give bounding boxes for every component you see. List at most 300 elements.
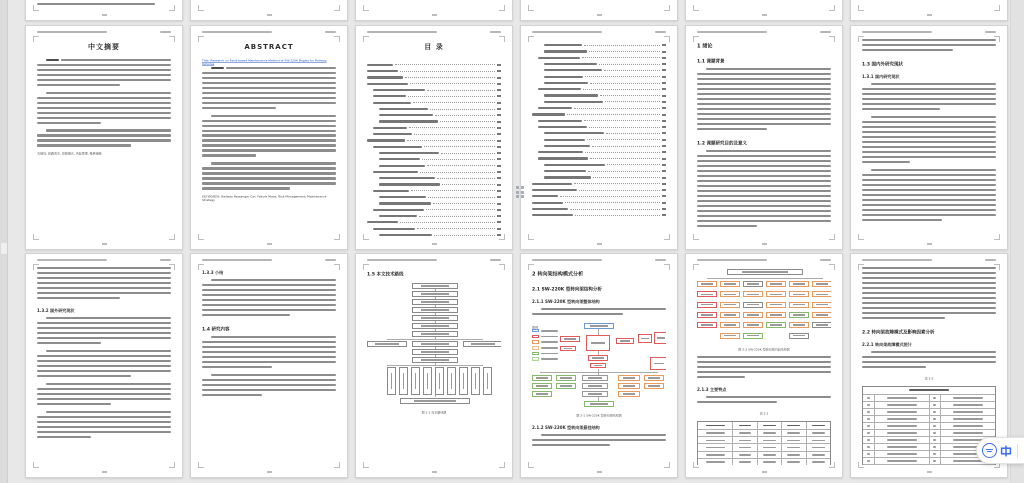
toc-leader-dots bbox=[574, 108, 660, 109]
toc-leader-dots bbox=[405, 77, 495, 78]
section-heading: 1.3.3 小结 bbox=[202, 270, 224, 276]
toc-leader-dots bbox=[606, 133, 660, 134]
translate-logo-icon[interactable] bbox=[982, 443, 997, 458]
flow-box bbox=[697, 322, 717, 328]
flow-box bbox=[532, 375, 552, 381]
flow-box-label-bar bbox=[701, 294, 712, 296]
text-line bbox=[202, 87, 336, 89]
toc-row[interactable] bbox=[367, 231, 501, 237]
paragraph bbox=[532, 434, 666, 449]
cell-text-bar bbox=[867, 453, 870, 455]
table-cell bbox=[806, 459, 830, 465]
cell-text-bar bbox=[763, 425, 776, 427]
text-line bbox=[202, 82, 336, 84]
figure-caption bbox=[862, 376, 996, 382]
text-line bbox=[37, 342, 101, 344]
text-line bbox=[697, 103, 831, 105]
page-header bbox=[532, 31, 666, 33]
toc-leader-dots bbox=[427, 165, 495, 166]
page-title: 中文摘要 bbox=[88, 43, 120, 51]
page-number bbox=[597, 14, 602, 16]
toc-page-number bbox=[497, 228, 501, 230]
connector-line bbox=[435, 297, 436, 299]
flow-box bbox=[584, 401, 614, 407]
text-line bbox=[697, 175, 831, 177]
flow-box-label-bar bbox=[487, 373, 489, 389]
flow-box-label-bar bbox=[793, 314, 804, 316]
page-partial-1[interactable] bbox=[25, 0, 183, 21]
text-line bbox=[202, 294, 336, 296]
page-abstract-en[interactable] bbox=[190, 25, 348, 250]
text-line bbox=[202, 144, 336, 146]
flow-box-label-bar bbox=[421, 301, 448, 303]
flow-box bbox=[532, 391, 552, 397]
text-line bbox=[697, 128, 767, 130]
header-label-bar bbox=[160, 31, 171, 33]
text-line bbox=[202, 384, 336, 386]
page-summary-and-content[interactable] bbox=[190, 253, 348, 478]
toc-entry-bar bbox=[544, 82, 588, 84]
toc-page-number bbox=[662, 139, 666, 141]
text-line bbox=[37, 403, 111, 405]
toc-page-number bbox=[662, 88, 666, 90]
text-line bbox=[532, 444, 610, 446]
table-cell bbox=[940, 423, 995, 429]
flow-box-label-bar bbox=[415, 373, 417, 389]
page-research-status-intl[interactable] bbox=[25, 253, 183, 478]
flow-box bbox=[590, 363, 606, 368]
table-row bbox=[863, 387, 995, 394]
text-line bbox=[697, 190, 831, 192]
toc-row[interactable] bbox=[532, 211, 666, 217]
table-row bbox=[863, 464, 995, 465]
connector-line bbox=[387, 339, 483, 340]
toc-page-number bbox=[662, 208, 666, 210]
toc-page-number bbox=[662, 214, 666, 216]
toc-page-number bbox=[497, 146, 501, 148]
toc-page-number bbox=[497, 83, 501, 85]
page-bogie-structure[interactable] bbox=[520, 253, 678, 478]
page-number bbox=[102, 14, 107, 16]
toc-list bbox=[367, 61, 501, 237]
toc-page-number bbox=[497, 64, 501, 66]
cell-text-bar bbox=[953, 460, 983, 462]
page-partial-2[interactable] bbox=[190, 0, 348, 21]
toc-page-number bbox=[497, 140, 501, 142]
toc-page-number bbox=[497, 177, 501, 179]
table-cell bbox=[732, 459, 756, 465]
page-content bbox=[697, 267, 831, 465]
flow-box bbox=[399, 367, 408, 395]
figure-tech-route bbox=[367, 283, 501, 406]
header-label-bar bbox=[655, 31, 666, 33]
flow-box-label-bar bbox=[414, 400, 456, 402]
toc-entry-bar bbox=[544, 164, 605, 166]
flow-box-label-bar bbox=[421, 309, 448, 311]
text-line bbox=[202, 361, 336, 363]
flow-box bbox=[411, 367, 420, 395]
cell-text-bar bbox=[706, 447, 725, 449]
page-partial-5[interactable] bbox=[685, 0, 843, 21]
flow-box bbox=[435, 367, 444, 395]
paragraph bbox=[697, 68, 831, 133]
table-cell bbox=[732, 437, 756, 443]
flow-box-label-bar bbox=[793, 283, 804, 285]
text-line bbox=[202, 139, 336, 141]
toc-page-number bbox=[497, 108, 501, 110]
paragraph bbox=[697, 396, 831, 406]
page-toc-2[interactable] bbox=[520, 25, 678, 250]
toc-page-number bbox=[497, 152, 501, 154]
connector-line bbox=[435, 289, 436, 291]
text-line bbox=[871, 169, 996, 171]
toc-entry-bar bbox=[544, 94, 598, 96]
page-partial-3[interactable] bbox=[355, 0, 513, 21]
flow-box-label-bar bbox=[463, 373, 465, 389]
text-line bbox=[862, 297, 996, 299]
section-heading: 1.2 课题研究目的及意义 bbox=[697, 140, 748, 146]
handle-dot bbox=[521, 191, 524, 194]
toc-entry-bar bbox=[379, 165, 425, 167]
table-cell bbox=[757, 459, 781, 465]
text-line bbox=[697, 170, 831, 172]
legend-label-bar bbox=[541, 358, 558, 360]
page-content bbox=[367, 267, 501, 465]
scrollbar-track[interactable] bbox=[1010, 0, 1024, 483]
section-heading: 2.1 SW-220K 型转向架结构分析 bbox=[532, 286, 602, 292]
flow-box bbox=[697, 291, 717, 297]
page-number bbox=[432, 471, 437, 473]
text-line bbox=[697, 165, 831, 167]
cell-text-bar bbox=[787, 461, 800, 463]
text-line bbox=[202, 346, 336, 348]
table-cell bbox=[863, 409, 874, 415]
flow-box-label-bar bbox=[475, 373, 477, 389]
cell-text-bar bbox=[787, 447, 800, 449]
legend-swatch bbox=[532, 357, 539, 361]
text-line bbox=[202, 284, 336, 286]
flow-box bbox=[812, 312, 831, 318]
page-research-status-cn[interactable] bbox=[850, 25, 1008, 250]
page-tech-route[interactable] bbox=[355, 253, 513, 478]
text-line bbox=[202, 92, 336, 94]
table-cell bbox=[874, 437, 929, 443]
cell-text-bar bbox=[787, 432, 800, 434]
flow-box bbox=[766, 281, 786, 287]
toc-page-number bbox=[662, 44, 666, 46]
text-line bbox=[871, 116, 996, 118]
flow-box bbox=[697, 302, 717, 308]
caption-text: 表 2-2 bbox=[924, 376, 934, 381]
paragraph bbox=[862, 351, 996, 371]
flow-box-label-bar bbox=[770, 304, 781, 306]
text-line bbox=[697, 108, 831, 110]
table-row bbox=[863, 436, 995, 443]
table-row bbox=[863, 415, 995, 422]
toc-entry-bar bbox=[367, 221, 398, 223]
section-heading: 2.1.2 SW-220K 型转向架悬挂结构 bbox=[532, 425, 600, 431]
toc-leader-dots bbox=[592, 146, 660, 147]
flow-box bbox=[720, 291, 740, 297]
toc-leader-dots bbox=[407, 140, 495, 141]
text-line bbox=[697, 118, 831, 120]
flow-box-label-bar bbox=[770, 283, 781, 285]
text-line bbox=[37, 102, 171, 104]
header-title-bar bbox=[37, 259, 107, 261]
table-cell bbox=[863, 458, 874, 464]
cell-text-bar bbox=[739, 425, 752, 427]
cell-text-bar bbox=[812, 425, 825, 427]
table-cell bbox=[781, 430, 805, 436]
flow-box-label-bar bbox=[421, 285, 448, 287]
text-line bbox=[211, 162, 336, 164]
flow-box bbox=[618, 383, 640, 389]
text-line bbox=[202, 366, 272, 368]
cell-text-bar bbox=[867, 404, 870, 406]
flow-box bbox=[789, 322, 809, 328]
page-toc-1[interactable] bbox=[355, 25, 513, 250]
figure-bogie-structure bbox=[532, 323, 666, 409]
text-line bbox=[37, 297, 120, 299]
text-line bbox=[202, 120, 336, 122]
toc-leader-dots bbox=[424, 146, 495, 147]
page-number bbox=[762, 14, 767, 16]
flow-box-label-bar bbox=[536, 377, 547, 379]
toc-page-number bbox=[662, 82, 666, 84]
flow-box bbox=[556, 375, 576, 381]
flow-box bbox=[654, 332, 666, 344]
toc-entry-bar bbox=[538, 88, 581, 90]
text-line bbox=[862, 103, 996, 105]
table-row bbox=[698, 436, 830, 443]
text-line bbox=[211, 67, 336, 69]
connector-line bbox=[435, 321, 436, 323]
text-line bbox=[862, 141, 996, 143]
text-line bbox=[697, 371, 831, 373]
logo-line bbox=[987, 451, 992, 452]
header-title-bar bbox=[202, 259, 272, 261]
caption-text: 图 2-2 SW-220K 型转向架功能结构图 bbox=[738, 348, 790, 352]
page-intro[interactable] bbox=[685, 25, 843, 250]
flow-box-label-bar bbox=[701, 304, 712, 306]
toc-page-number bbox=[497, 158, 501, 160]
text-line bbox=[697, 401, 777, 403]
text-line bbox=[37, 122, 101, 124]
flow-box-label-bar bbox=[724, 294, 735, 296]
page-content bbox=[37, 39, 171, 237]
toc-page-number bbox=[662, 95, 666, 97]
flow-box bbox=[618, 375, 640, 381]
table-cell bbox=[874, 423, 929, 429]
toc-entry-bar bbox=[373, 146, 422, 148]
page-number bbox=[927, 243, 932, 245]
chinese-translate-icon[interactable] bbox=[1000, 445, 1012, 457]
title-link[interactable] bbox=[202, 59, 336, 67]
cell-text-bar bbox=[867, 397, 870, 399]
flow-box bbox=[582, 391, 608, 397]
table-row bbox=[698, 429, 830, 436]
flow-box-label-bar bbox=[421, 317, 448, 319]
page-header bbox=[202, 31, 336, 33]
text-line bbox=[37, 97, 171, 99]
cell-text-bar bbox=[887, 404, 917, 406]
flow-box-label-bar bbox=[816, 283, 827, 285]
table-cell bbox=[732, 444, 756, 450]
toc-page-number bbox=[662, 120, 666, 122]
text-line bbox=[37, 370, 171, 372]
text-line bbox=[697, 88, 831, 90]
page-content bbox=[37, 0, 171, 8]
toc-page-number bbox=[497, 89, 501, 91]
toc-entry-bar bbox=[379, 234, 432, 236]
toc-entry-bar bbox=[532, 183, 572, 185]
widget-divider bbox=[1017, 444, 1018, 458]
cell-text-bar bbox=[763, 461, 776, 463]
section-heading: 1.5 本文技术路线 bbox=[367, 271, 404, 277]
cell-text-bar bbox=[887, 411, 917, 413]
text-line bbox=[37, 134, 171, 136]
flow-box bbox=[582, 383, 608, 389]
text-line bbox=[202, 72, 336, 74]
flow-box-label-bar bbox=[816, 294, 827, 296]
panel-collapse-handle[interactable] bbox=[1, 243, 7, 254]
section-heading: 1 绪论 bbox=[697, 43, 713, 50]
toc-leader-dots bbox=[589, 51, 660, 52]
text-line bbox=[697, 98, 831, 100]
page-partial-6[interactable] bbox=[850, 0, 1008, 21]
toc-leader-dots bbox=[437, 178, 495, 179]
flow-box-label-bar bbox=[793, 324, 804, 326]
text-line bbox=[697, 185, 831, 187]
toc-page-number bbox=[497, 215, 501, 217]
cell-text-bar bbox=[763, 454, 776, 456]
text-line bbox=[37, 69, 171, 71]
header-title-bar bbox=[202, 31, 272, 33]
toc-leader-dots bbox=[583, 89, 660, 90]
table-cell bbox=[863, 416, 874, 422]
flow-box-label-bar bbox=[724, 314, 735, 316]
header-title-bar bbox=[862, 259, 932, 261]
text-line bbox=[46, 411, 171, 413]
toc-list bbox=[532, 41, 666, 217]
header-label-bar bbox=[985, 259, 996, 261]
handle-dot bbox=[516, 191, 519, 194]
paragraph bbox=[37, 129, 171, 149]
text-line bbox=[211, 115, 336, 117]
table-cell bbox=[874, 402, 929, 408]
toc-entry-bar bbox=[538, 157, 588, 159]
header-label-bar bbox=[820, 259, 831, 261]
legend-item bbox=[532, 346, 558, 350]
toc-page-number bbox=[662, 170, 666, 172]
text-line bbox=[202, 351, 336, 353]
legend-label-bar bbox=[541, 341, 558, 343]
page-bogie-function[interactable] bbox=[685, 253, 843, 478]
paragraph bbox=[862, 169, 996, 224]
page-content bbox=[202, 39, 336, 237]
toc-entry-bar bbox=[538, 120, 582, 122]
toc-leader-dots bbox=[585, 152, 660, 153]
drag-handle-icon[interactable] bbox=[516, 186, 524, 198]
toc-page-number bbox=[497, 133, 501, 135]
flow-box bbox=[644, 383, 664, 389]
toc-entry-bar bbox=[544, 44, 582, 46]
page-header bbox=[202, 259, 336, 261]
table-cell bbox=[806, 444, 830, 450]
connector-line bbox=[387, 365, 483, 366]
text-line bbox=[37, 426, 171, 428]
text-line bbox=[37, 64, 171, 66]
flow-box bbox=[720, 302, 740, 308]
legend-swatch bbox=[532, 335, 539, 339]
text-line bbox=[202, 314, 290, 316]
handle-dot bbox=[521, 195, 524, 198]
flow-box-label-bar bbox=[421, 333, 448, 335]
text-line bbox=[541, 434, 666, 436]
connector-line bbox=[435, 313, 436, 315]
table-cell bbox=[929, 416, 940, 422]
page-number bbox=[927, 471, 932, 473]
flow-box bbox=[483, 367, 492, 395]
flow-box-label-bar bbox=[793, 335, 804, 337]
flow-box-label-bar bbox=[747, 324, 758, 326]
section-heading: 2.2 转向架故障模式及影响因素分析 bbox=[862, 329, 935, 335]
section-heading: 1.3.1 国内研究现状 bbox=[862, 74, 900, 80]
flow-box bbox=[789, 333, 809, 339]
page-partial-4[interactable] bbox=[520, 0, 678, 21]
page-abstract-cn[interactable] bbox=[25, 25, 183, 250]
section-heading: 2.1.1 SW-220K 型转向架整体结构 bbox=[532, 299, 600, 305]
toc-leader-dots bbox=[435, 115, 495, 116]
translate-widget[interactable] bbox=[976, 437, 1024, 464]
page-header bbox=[37, 259, 171, 261]
text-line bbox=[37, 355, 171, 357]
text-line bbox=[202, 97, 336, 99]
flow-box bbox=[387, 367, 396, 395]
title-link-text: Title: Research on Fault-based Maintenance Method of SW-220K Bogies for Railway Vehicles bbox=[202, 58, 327, 66]
toc-leader-dots bbox=[585, 76, 660, 77]
flow-box-label-bar bbox=[701, 283, 712, 285]
toc-leader-dots bbox=[574, 183, 660, 184]
table-row bbox=[698, 443, 830, 450]
text-line bbox=[862, 184, 996, 186]
text-line bbox=[862, 108, 940, 110]
text-line bbox=[862, 292, 996, 294]
header-title-bar bbox=[697, 259, 767, 261]
toc-entry-bar bbox=[538, 126, 587, 128]
toc-leader-dots bbox=[417, 228, 495, 229]
paragraph bbox=[862, 39, 996, 54]
paragraph bbox=[202, 336, 336, 371]
flow-box bbox=[720, 312, 740, 318]
flow-box-label-bar bbox=[560, 385, 571, 387]
left-panel-edge bbox=[0, 0, 8, 483]
toc-entry-bar bbox=[532, 208, 568, 210]
text-line bbox=[202, 289, 336, 291]
text-line bbox=[862, 151, 996, 153]
table-cell bbox=[781, 452, 805, 458]
table-cell bbox=[806, 422, 830, 429]
flow-box-label-bar bbox=[421, 343, 448, 345]
text-line bbox=[541, 308, 666, 310]
text-line bbox=[37, 322, 171, 324]
toc-entry-bar bbox=[367, 76, 403, 78]
text-line bbox=[46, 129, 171, 131]
text-line bbox=[37, 267, 171, 269]
flow-box bbox=[400, 398, 470, 404]
toc-entry-bar bbox=[373, 228, 415, 230]
page-number bbox=[267, 471, 272, 473]
